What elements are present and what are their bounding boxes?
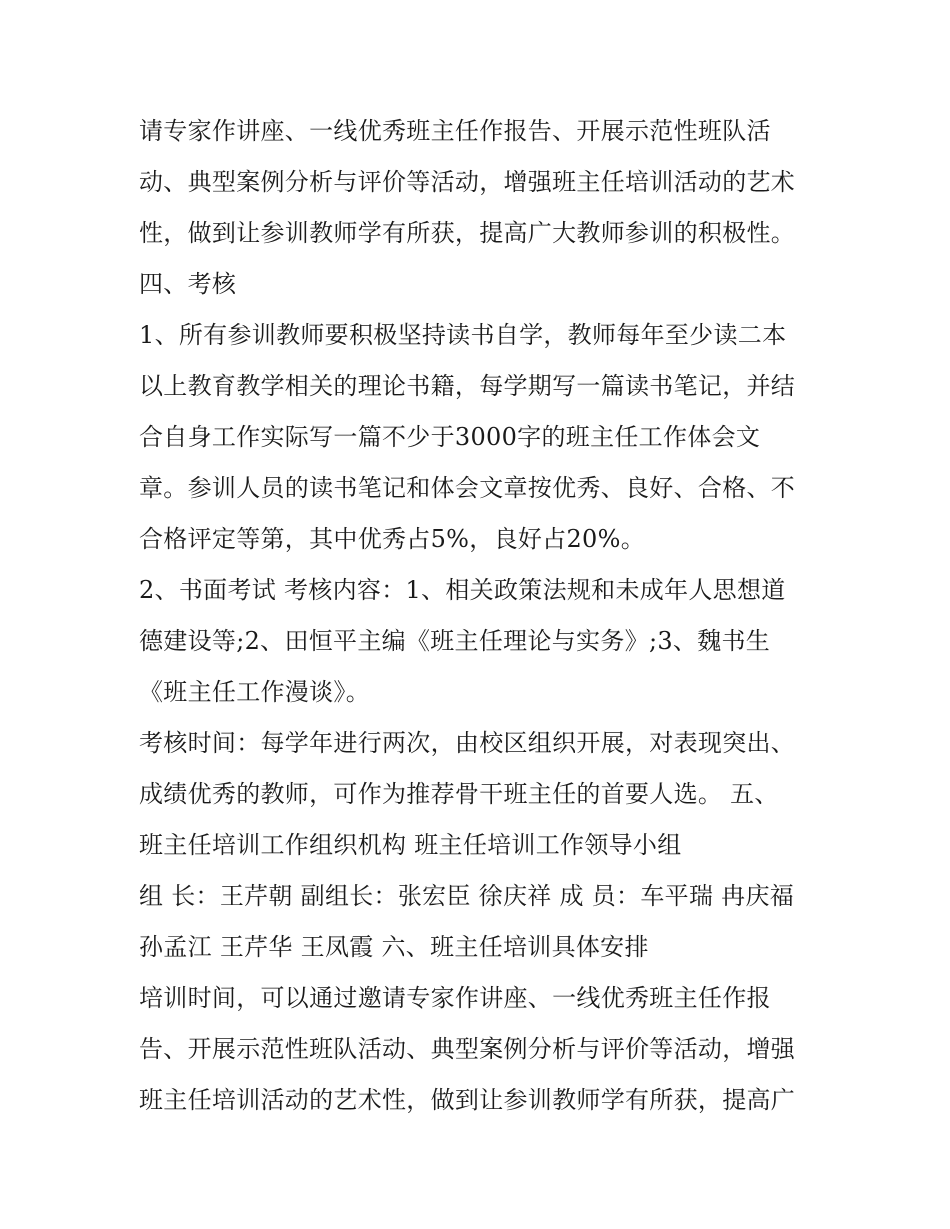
text-line: 考核时间：每学年进行两次，由校区组织开展，对表现突出、 xyxy=(139,729,796,757)
text-line: 告、开展示范性班队活动、典型案例分析与评价等活动，增强 xyxy=(139,1035,796,1063)
text-line: 孙孟江 王芹华 王凤霞 六、班主任培训具体安排 xyxy=(139,933,649,961)
text-line: 班主任培训活动的艺术性，做到让参训教师学有所获，提高广 xyxy=(139,1086,796,1114)
text-line: 动、典型案例分析与评价等活动，增强班主任培训活动的艺术 xyxy=(139,168,796,196)
text-line: 成绩优秀的教师，可作为推荐骨干班主任的首要人选。 五、 xyxy=(139,780,779,808)
text-line: 性，做到让参训教师学有所获，提高广大教师参训的积极性。 xyxy=(139,219,796,247)
text-line: 请专家作讲座、一线优秀班主任作报告、开展示范性班队活 xyxy=(139,117,771,145)
text-line: 合格评定等第，其中优秀占5%，良好占20%。 xyxy=(139,525,646,553)
text-line: 培训时间，可以通过邀请专家作讲座、一线优秀班主任作报 xyxy=(139,984,771,1012)
text-line: 组 长：王芹朝 副组长：张宏臣 徐庆祥 成 员：车平瑞 冉庆福 xyxy=(139,882,795,910)
text-line: 章。参训人员的读书笔记和体会文章按优秀、良好、合格、不 xyxy=(139,474,796,502)
text-line: 德建设等;2、田恒平主编《班主任理论与实务》;3、魏书生 xyxy=(139,627,771,655)
text-line: 1、所有参训教师要积极坚持读书自学，教师每年至少读二本 xyxy=(139,321,787,349)
text-line: 班主任培训工作组织机构 班主任培训工作领导小组 xyxy=(139,831,682,859)
text-line: 合自身工作实际写一篇不少于3000字的班主任工作体会文 xyxy=(139,423,761,451)
text-line: 《班主任工作漫谈》。 xyxy=(139,678,370,706)
section-heading: 四、考核 xyxy=(139,270,237,298)
text-line: 2、书面考试 考核内容：1、相关政策法规和未成年人思想道 xyxy=(139,576,786,604)
text-line: 以上教育教学相关的理论书籍，每学期写一篇读书笔记，并结 xyxy=(139,372,796,400)
document-body xyxy=(139,106,829,1126)
